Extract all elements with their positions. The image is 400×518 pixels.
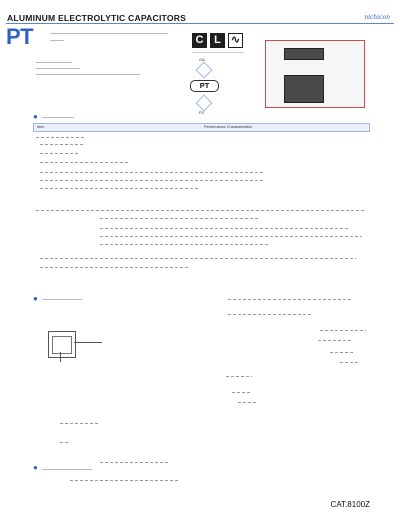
- spec-col-item: Item: [37, 125, 45, 130]
- series-description-line: [50, 40, 64, 41]
- flow-center-code: PT: [190, 80, 219, 92]
- capacitor-c-icon: C: [192, 33, 207, 48]
- catalog-code: CAT.8100Z: [330, 500, 370, 509]
- dimension-note: [320, 330, 366, 331]
- capacitor-image: [284, 75, 324, 103]
- dimension-note: [228, 299, 352, 300]
- spec-row: [100, 228, 350, 229]
- spec-row: [36, 137, 86, 138]
- icon-caption-line: [192, 52, 244, 53]
- feature-line: [36, 68, 80, 69]
- lead-wire: [74, 342, 102, 343]
- dimension-note: [228, 314, 312, 315]
- section-heading-line: [42, 299, 82, 300]
- dimension-note: [70, 480, 180, 481]
- dimension-note: [318, 340, 352, 341]
- lead-wire: [60, 352, 61, 362]
- dimension-note: [226, 376, 252, 377]
- spec-row: [40, 267, 190, 268]
- section-bullet-icon: ●: [33, 112, 38, 121]
- spec-col-performance: Performance Characteristics: [204, 125, 252, 130]
- spec-row: [36, 210, 366, 211]
- capacitor-drawing: [48, 331, 76, 358]
- dimension-note: [238, 402, 256, 403]
- long-life-l-icon: L: [210, 33, 225, 48]
- flow-bottom-code: PZ: [199, 110, 205, 115]
- section-heading-line: [42, 117, 74, 118]
- spec-row: [40, 258, 356, 259]
- product-photo: [265, 40, 365, 108]
- document-title: ALUMINUM ELECTROLYTIC CAPACITORS: [7, 13, 187, 23]
- header-divider: [6, 23, 394, 24]
- flow-arrow-icon: [196, 95, 213, 112]
- spec-row: [40, 153, 80, 154]
- section-bullet-icon: ●: [33, 294, 38, 303]
- dimension-note: [232, 392, 252, 393]
- series-description-line: [50, 33, 168, 34]
- flow-arrow-icon: [196, 62, 213, 79]
- spec-row: [40, 188, 200, 189]
- ripple-wave-icon: ∿: [228, 33, 243, 48]
- flow-top-code: GA: [199, 57, 205, 62]
- section-bullet-icon: ●: [33, 463, 38, 472]
- dimension-note: [60, 423, 100, 424]
- series-code: PT: [6, 24, 34, 49]
- spec-table-header: [33, 123, 370, 132]
- feature-line: [36, 62, 72, 63]
- dimension-note: [100, 462, 170, 463]
- spec-row: [40, 144, 84, 145]
- feature-line: [36, 74, 140, 75]
- brand-logo: nichicon: [364, 14, 390, 21]
- dimension-note: [60, 442, 70, 443]
- spec-row: [40, 180, 264, 181]
- dimension-note: [340, 362, 358, 363]
- capacitor-image: [284, 48, 324, 60]
- dimension-note: [330, 352, 354, 353]
- spec-row: [100, 236, 362, 237]
- section-heading-line: [42, 469, 92, 470]
- spec-row: [40, 172, 264, 173]
- spec-row: [40, 162, 130, 163]
- spec-row: [100, 218, 260, 219]
- capacitor-drawing-inner: [52, 336, 72, 354]
- spec-row: [100, 244, 270, 245]
